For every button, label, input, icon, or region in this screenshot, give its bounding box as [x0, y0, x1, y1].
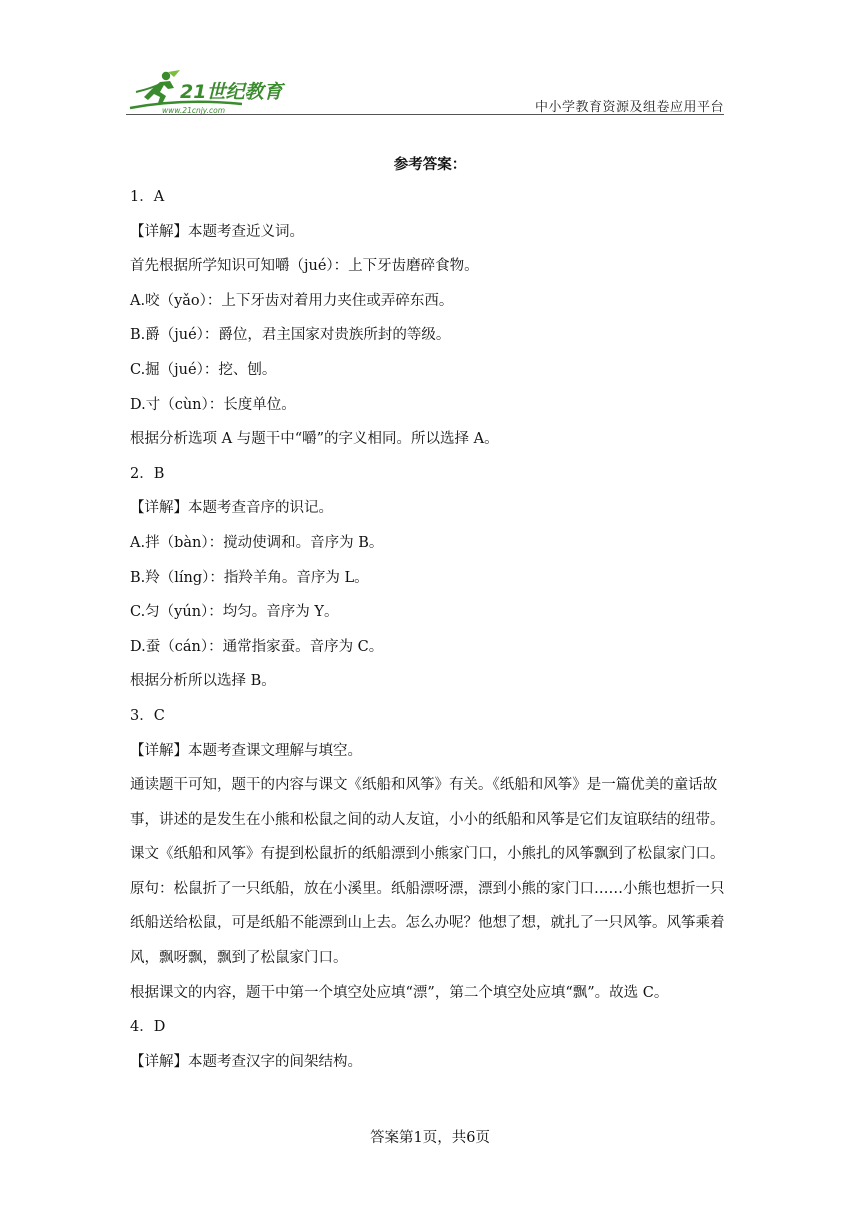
option-line: D.寸（cùn）：长度单位。 [130, 396, 296, 413]
option-line: A.拌（bàn）：搅动使调和。音序为 B。 [130, 534, 384, 551]
answer-number: 1．A [130, 189, 165, 205]
answer-number: 2．B [130, 465, 165, 482]
answer-number: 3．C [130, 707, 165, 724]
answer-content [130, 150, 730, 1079]
logo-wordmark: 21世纪教育 [180, 81, 283, 103]
conclusion-line: 根据课文的内容，题干中第一个填空处应填“漂”，第二个填空处应填“飘”。故选 C。 [130, 984, 669, 1001]
option-line: D.蚕（cán）：通常指家蚕。音序为 C。 [130, 638, 384, 655]
page-header [118, 62, 728, 116]
option-line: A.咬（yǎo）：上下牙齿对着用力夹住或弄碎东西。 [130, 292, 454, 309]
option-line: B.爵（jué）：爵位，君主国家对贵族所封的等级。 [130, 327, 451, 344]
explanation-paragraph: 通读题干可知，题干的内容与课文《纸船和风筝》有关。《纸船和风筝》是一篇优美的童话故事，讲述的是发生在小熊和松鼠之间的动人友谊，小小的纸船和风筝是它们友谊联结的纽带。 [130, 777, 725, 828]
explanation-line: 【详解】本题考查近义词。 [130, 223, 304, 240]
conclusion-line: 根据分析选项 A 与题干中“嚼”的字义相同。所以选择 A。 [130, 431, 499, 448]
platform-name: 中小学教育资源及组卷应用平台 [534, 100, 724, 115]
option-line: C.掘（jué）：挖、刨。 [130, 361, 277, 378]
explanation-paragraph: 课文《纸船和风筝》有提到松鼠折的纸船漂到小熊家门口，小熊扎的风筝飘到了松鼠家门口。原句：松鼠折了一只纸船，放在小溪里。纸船漂呀漂，漂到小熊的家门口……小熊也想折一只纸船送给松鼠，可是纸船不能漂到山上去。怎么办呢？他想了想，就扎了一只风筝。风筝乘着风，飘呀飘，飘到了松鼠家门口。 [130, 846, 725, 967]
logo-url: www.21cnjy.com [162, 106, 226, 115]
option-line: B.羚（líng）：指羚羊角。音序为 L。 [130, 569, 369, 586]
option-line: C.匀（yún）：均匀。音序为 Y。 [130, 604, 339, 621]
page-title: 参考答案： [393, 156, 467, 173]
answer-number: 4．D [130, 1019, 166, 1036]
explanation-line: 【详解】本题考查汉字的间架结构。 [130, 1053, 362, 1070]
page-footer: 答案第1页，共6页 [370, 1130, 490, 1146]
header-divider [126, 114, 724, 115]
site-logo [122, 68, 297, 116]
explanation-line: 【详解】本题考查音序的识记。 [130, 500, 333, 517]
explanation-line: 首先根据所学知识可知嚼（jué）：上下牙齿磨碎食物。 [130, 258, 479, 275]
explanation-line: 【详解】本题考查课文理解与填空。 [130, 742, 362, 759]
conclusion-line: 根据分析所以选择 B。 [130, 673, 276, 690]
